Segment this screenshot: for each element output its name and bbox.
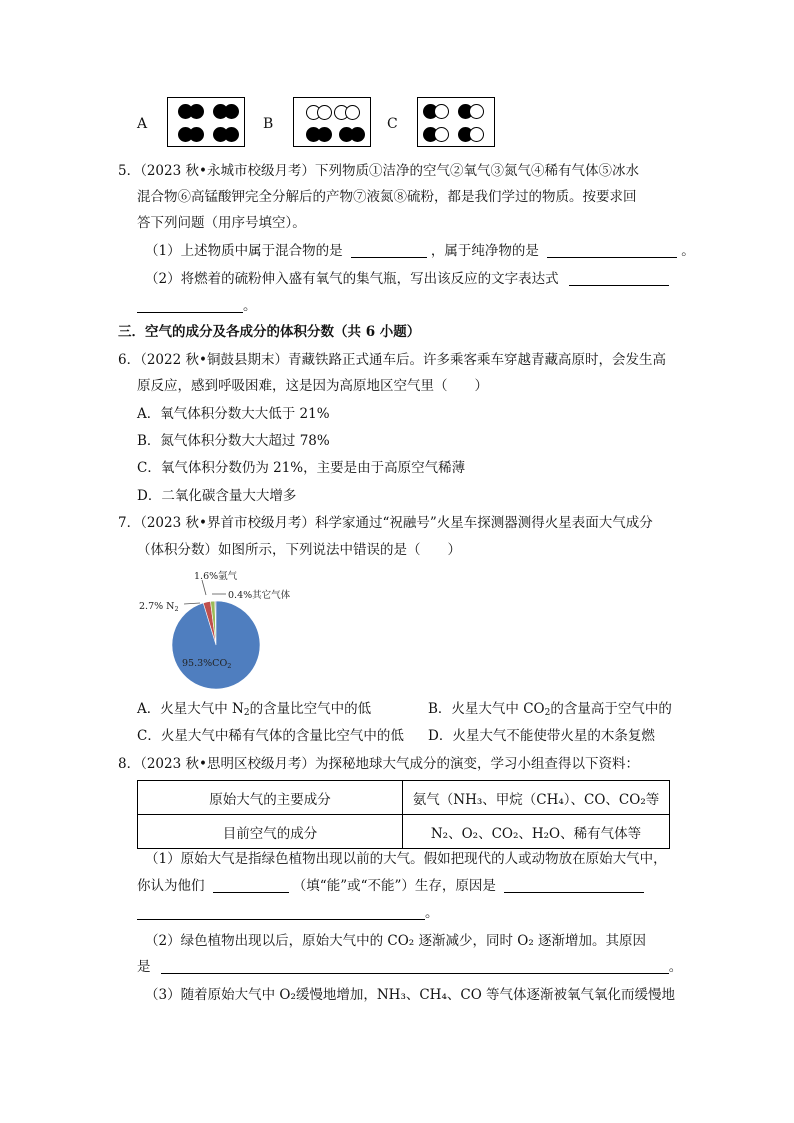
- answer-blank[interactable]: [161, 959, 669, 974]
- molecule-box-b: [293, 97, 371, 147]
- pie-slice: [172, 601, 260, 689]
- option-b-label: B: [263, 116, 274, 132]
- q5-line-3: 答下列问题（用序号填空）。: [137, 215, 306, 231]
- empty-atom-icon: [317, 105, 332, 120]
- q8-sub1-line-2: 你认为他们 （填“能”或“不能”）生存，原因是: [137, 877, 644, 895]
- option-a-label: A: [137, 116, 148, 132]
- q8-sub1-line-1: （1）原始大气是指绿色植物出现以前的大气。假如把现代的人或动物放在原始大气中，: [145, 851, 667, 867]
- q5-line-2: 混合物⑥高锰酸钾完全分解后的产物⑦液氮⑧硫粉，都是我们学过的物质。按要求回: [137, 189, 637, 205]
- empty-atom-icon: [469, 104, 484, 119]
- empty-atom-icon: [434, 127, 449, 142]
- q5-sub1-text-b: ，属于纯净物的是: [430, 243, 539, 259]
- table-cell: 氨气（NH₃、甲烷（CH₄）、CO、CO₂等: [403, 781, 670, 815]
- empty-atom-icon: [345, 105, 360, 120]
- table-cell: 目前空气的成分: [138, 815, 403, 849]
- q6-option-c[interactable]: C．氧气体积分数仍为 21%，主要是由于高原空气稀薄: [137, 460, 466, 476]
- pie-chart: [130, 560, 310, 690]
- table-cell: N₂、O₂、CO₂、H₂O、稀有气体等: [403, 815, 670, 849]
- filled-atom-icon: [350, 127, 365, 142]
- q7-option-c[interactable]: C．火星大气中稀有气体的含量比空气中的低: [137, 728, 404, 744]
- label-argon: 1.6%氩气: [194, 571, 238, 582]
- q6-option-b[interactable]: B．氮气体积分数大大超过 78%: [137, 433, 330, 449]
- molecule-box-a: [167, 97, 245, 147]
- table-cell: 原始大气的主要成分: [138, 781, 403, 815]
- section-heading: 三．空气的成分及各成分的体积分数（共 6 小题）: [118, 324, 421, 340]
- empty-atom-icon: [469, 127, 484, 142]
- table-row: [138, 815, 670, 849]
- answer-blank[interactable]: [569, 271, 669, 286]
- empty-atom-icon: [434, 104, 449, 119]
- q5-sub1-text-a: （1）上述物质中属于混合物的是: [145, 243, 343, 259]
- q6-option-a[interactable]: A．氧气体积分数大大低于 21%: [137, 406, 330, 422]
- label-n2: 2.7% $N_2$: [139, 601, 179, 613]
- q7-option-a[interactable]: A．火星大气中 $N_2$的含量比空气中的低: [137, 701, 372, 718]
- filled-atom-icon: [189, 104, 204, 119]
- q5-sub-2: [145, 270, 669, 288]
- option-c-label: C: [387, 116, 398, 132]
- q7-option-b[interactable]: B．火星大气中 $CO_2$的含量高于空气中的: [428, 701, 672, 718]
- molecule-box-c: [417, 97, 495, 147]
- filled-atom-icon: [189, 127, 204, 142]
- table-row: [138, 781, 670, 815]
- answer-blank[interactable]: [504, 878, 644, 893]
- leader-line: [184, 603, 200, 604]
- q8-sub2-line-1: （2）绿色植物出现以后，原始大气中的 CO₂ 逐渐减少，同时 O₂ 逐渐增加。其原因: [145, 933, 647, 949]
- q5-sub-1: [145, 242, 695, 260]
- q5-sub-2-cont: [137, 297, 257, 315]
- answer-blank[interactable]: [137, 298, 243, 313]
- filled-atom-icon: [224, 104, 239, 119]
- label-co2: $95.3\%CO_2$: [182, 658, 232, 670]
- q8-sub2-line-2: 是 。: [137, 959, 683, 975]
- q6-line-2: 原反应，感到呼吸困难，这是因为高原地区空气里（ ）: [137, 378, 488, 394]
- composition-table: [137, 780, 670, 849]
- q5-sub2-text: （2）将燃着的硫粉伸入盛有氧气的集气瓶，写出该反应的文字表达式: [145, 271, 559, 287]
- filled-atom-icon: [317, 127, 332, 142]
- q6-line-1: 6．（2022 秋•铜鼓县期末）青藏铁路正式通车后。许多乘客乘车穿越青藏高原时，会发生高: [118, 352, 666, 368]
- leader-line: [202, 580, 206, 595]
- filled-atom-icon: [224, 127, 239, 142]
- q7-line-1: 7．（2023 秋•界首市校级月考）科学家通过“祝融号”火星车探测器测得火星表面大气成分: [118, 515, 653, 531]
- q5-sub2-end: 。: [243, 298, 257, 314]
- q7-line-2: （体积分数）如图所示，下列说法中错误的是（ ）: [137, 542, 461, 558]
- answer-blank[interactable]: [547, 243, 677, 258]
- answer-blank[interactable]: [351, 243, 427, 258]
- q5-line-1: 5．（2023 秋•永城市校级月考）下列物质①洁净的空气②氧气③氮气④稀有气体⑤冰水: [118, 163, 639, 179]
- answer-blank[interactable]: [213, 878, 289, 893]
- q8-sub3-line-1: （3）随着原始大气中 O₂缓慢地增加，NH₃、CH₄、CO 等气体逐渐被氧气氧化而缓慢地: [145, 987, 676, 1003]
- q8-line-1: 8．（2023 秋•思明区校级月考）为探秘地球大气成分的演变，学习小组查得以下资料：: [118, 756, 639, 772]
- label-other: 0.4%其它气体: [228, 590, 291, 601]
- q5-sub1-end: 。: [681, 243, 695, 259]
- answer-blank[interactable]: [137, 905, 425, 920]
- q8-sub1-line-3: 。: [137, 904, 439, 922]
- q6-option-d[interactable]: D．二氧化碳含量大大增多: [137, 488, 297, 504]
- q7-option-d[interactable]: D．火星大气不能使带火星的木条复燃: [428, 728, 655, 744]
